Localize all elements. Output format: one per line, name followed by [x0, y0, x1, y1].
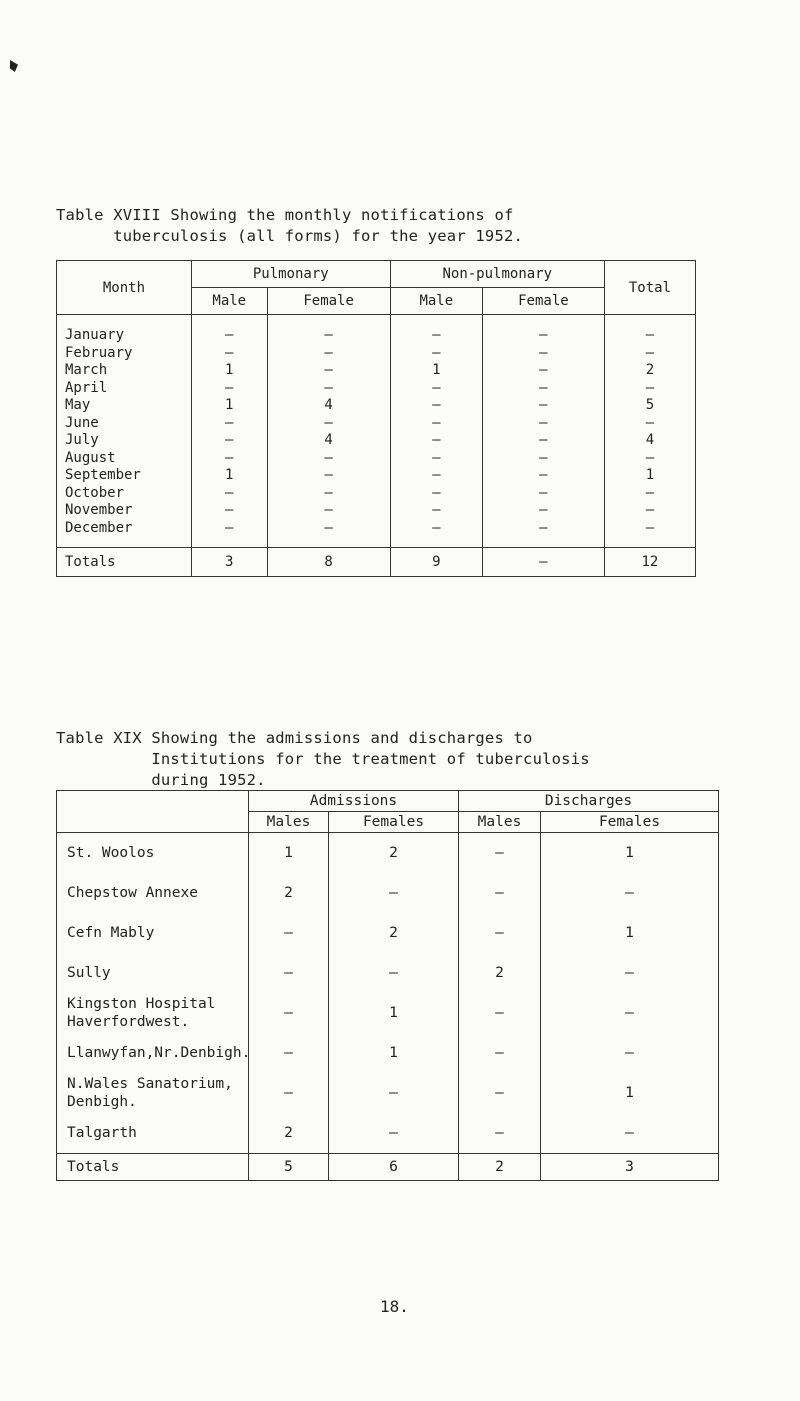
admissions-females-cell: –	[329, 1073, 459, 1113]
table-row	[57, 432, 696, 450]
totals-label: Totals	[57, 1154, 249, 1181]
pulmonary-female-cell: –	[267, 485, 390, 503]
header-admissions: Admissions	[249, 791, 459, 812]
non-pulmonary-female-cell: –	[482, 450, 604, 468]
header-discharges-females: Females	[541, 812, 719, 833]
total-cell: –	[604, 485, 695, 503]
header-month: Month	[57, 261, 192, 315]
totals-total: 12	[604, 548, 695, 577]
discharges-females-cell: –	[541, 873, 719, 913]
table-row	[57, 380, 696, 398]
pulmonary-female-cell: –	[267, 415, 390, 433]
admissions-males-cell: 1	[249, 833, 329, 874]
totals-pulmonary-male: 3	[191, 548, 267, 577]
non-pulmonary-male-cell: –	[390, 485, 482, 503]
header-pulmonary: Pulmonary	[191, 261, 390, 288]
month-cell: April	[57, 380, 192, 398]
pulmonary-male-cell: –	[191, 432, 267, 450]
institution-cell: St. Woolos	[57, 833, 249, 874]
totals-admissions-males: 5	[249, 1154, 329, 1181]
table-row	[57, 913, 719, 953]
institution-cell: Talgarth	[57, 1113, 249, 1154]
table-18-totals-row	[57, 548, 696, 577]
discharges-males-cell: –	[459, 1033, 541, 1073]
institution-cell: Sully	[57, 953, 249, 993]
non-pulmonary-female-cell: –	[482, 467, 604, 485]
month-cell: May	[57, 397, 192, 415]
discharges-males-cell: –	[459, 993, 541, 1033]
table-row	[57, 1073, 719, 1113]
total-cell: –	[604, 520, 695, 548]
table-row	[57, 467, 696, 485]
institution-cell: N.Wales Sanatorium, Denbigh.	[57, 1073, 249, 1113]
pulmonary-male-cell: –	[191, 345, 267, 363]
header-discharges: Discharges	[459, 791, 719, 812]
non-pulmonary-male-cell: –	[390, 397, 482, 415]
totals-pulmonary-female: 8	[267, 548, 390, 577]
institution-cell: Chepstow Annexe	[57, 873, 249, 913]
admissions-males-cell: –	[249, 953, 329, 993]
month-cell: November	[57, 502, 192, 520]
discharges-males-cell: –	[459, 913, 541, 953]
total-cell: –	[604, 380, 695, 398]
header-non-pulmonary: Non-pulmonary	[390, 261, 604, 288]
non-pulmonary-male-cell: –	[390, 502, 482, 520]
non-pulmonary-female-cell: –	[482, 345, 604, 363]
pulmonary-male-cell: –	[191, 485, 267, 503]
non-pulmonary-male-cell: –	[390, 380, 482, 398]
monthly-notifications-table	[56, 260, 696, 577]
institution-cell: Llanwyfan,Nr.Denbigh.	[57, 1033, 249, 1073]
admissions-males-cell: –	[249, 1033, 329, 1073]
discharges-females-cell: –	[541, 1033, 719, 1073]
admissions-females-cell: 1	[329, 993, 459, 1033]
discharges-males-cell: –	[459, 833, 541, 874]
header-non-pulmonary-male: Male	[390, 288, 482, 315]
month-cell: January	[57, 315, 192, 345]
discharges-females-cell: –	[541, 953, 719, 993]
pulmonary-male-cell: 1	[191, 362, 267, 380]
institution-cell: Kingston Hospital Haverfordwest.	[57, 993, 249, 1033]
month-cell: September	[57, 467, 192, 485]
discharges-males-cell: 2	[459, 953, 541, 993]
table-row	[57, 315, 696, 345]
pulmonary-female-cell: –	[267, 380, 390, 398]
table-row	[57, 1113, 719, 1154]
non-pulmonary-female-cell: –	[482, 397, 604, 415]
non-pulmonary-female-cell: –	[482, 432, 604, 450]
total-cell: –	[604, 345, 695, 363]
pulmonary-female-cell: 4	[267, 432, 390, 450]
pulmonary-female-cell: –	[267, 315, 390, 345]
table-19-totals-row	[57, 1154, 719, 1181]
pulmonary-male-cell: 1	[191, 467, 267, 485]
table-row	[57, 362, 696, 380]
pulmonary-male-cell: –	[191, 520, 267, 548]
pulmonary-female-cell: –	[267, 345, 390, 363]
admissions-females-cell: 2	[329, 913, 459, 953]
non-pulmonary-female-cell: –	[482, 362, 604, 380]
table-row	[57, 397, 696, 415]
discharges-females-cell: –	[541, 1113, 719, 1154]
table-row	[57, 520, 696, 548]
admissions-females-cell: 2	[329, 833, 459, 874]
non-pulmonary-female-cell: –	[482, 380, 604, 398]
admissions-males-cell: 2	[249, 1113, 329, 1154]
pulmonary-male-cell: –	[191, 415, 267, 433]
totals-discharges-females: 3	[541, 1154, 719, 1181]
total-cell: 2	[604, 362, 695, 380]
admissions-males-cell: –	[249, 993, 329, 1033]
discharges-males-cell: –	[459, 1073, 541, 1113]
non-pulmonary-male-cell: –	[390, 520, 482, 548]
admissions-discharges-table	[56, 790, 719, 1181]
header-total: Total	[604, 261, 695, 315]
admissions-females-cell: –	[329, 873, 459, 913]
month-cell: March	[57, 362, 192, 380]
header-institution-blank	[57, 791, 249, 833]
admissions-females-cell: –	[329, 953, 459, 993]
totals-label: Totals	[57, 548, 192, 577]
non-pulmonary-female-cell: –	[482, 485, 604, 503]
non-pulmonary-female-cell: –	[482, 520, 604, 548]
month-cell: December	[57, 520, 192, 548]
discharges-males-cell: –	[459, 873, 541, 913]
header-admissions-females: Females	[329, 812, 459, 833]
totals-non-pulmonary-female: –	[482, 548, 604, 577]
pulmonary-female-cell: –	[267, 520, 390, 548]
table-row	[57, 502, 696, 520]
pulmonary-male-cell: 1	[191, 397, 267, 415]
admissions-males-cell: 2	[249, 873, 329, 913]
pulmonary-female-cell: –	[267, 362, 390, 380]
non-pulmonary-male-cell: 1	[390, 362, 482, 380]
total-cell: –	[604, 415, 695, 433]
table-18-caption: Table XVIII Showing the monthly notifications of tuberculosis (all forms) for the year 1952.	[56, 206, 524, 245]
discharges-males-cell: –	[459, 1113, 541, 1154]
non-pulmonary-female-cell: –	[482, 315, 604, 345]
pulmonary-female-cell: –	[267, 450, 390, 468]
totals-admissions-females: 6	[329, 1154, 459, 1181]
pulmonary-male-cell: –	[191, 502, 267, 520]
margin-mark	[10, 60, 18, 72]
table-row	[57, 953, 719, 993]
total-cell: 1	[604, 467, 695, 485]
month-cell: October	[57, 485, 192, 503]
table-row	[57, 450, 696, 468]
non-pulmonary-male-cell: –	[390, 432, 482, 450]
discharges-females-cell: –	[541, 993, 719, 1033]
table-row	[57, 993, 719, 1033]
non-pulmonary-male-cell: –	[390, 415, 482, 433]
admissions-females-cell: –	[329, 1113, 459, 1154]
month-cell: July	[57, 432, 192, 450]
total-cell: –	[604, 502, 695, 520]
institution-cell: Cefn Mably	[57, 913, 249, 953]
totals-non-pulmonary-male: 9	[390, 548, 482, 577]
admissions-males-cell: –	[249, 913, 329, 953]
non-pulmonary-male-cell: –	[390, 450, 482, 468]
pulmonary-female-cell: –	[267, 467, 390, 485]
pulmonary-male-cell: –	[191, 315, 267, 345]
non-pulmonary-male-cell: –	[390, 315, 482, 345]
header-discharges-males: Males	[459, 812, 541, 833]
non-pulmonary-female-cell: –	[482, 502, 604, 520]
non-pulmonary-male-cell: –	[390, 345, 482, 363]
admissions-males-cell: –	[249, 1073, 329, 1113]
table-row	[57, 415, 696, 433]
total-cell: 5	[604, 397, 695, 415]
pulmonary-female-cell: 4	[267, 397, 390, 415]
total-cell: –	[604, 450, 695, 468]
total-cell: 4	[604, 432, 695, 450]
pulmonary-male-cell: –	[191, 380, 267, 398]
month-cell: February	[57, 345, 192, 363]
discharges-females-cell: 1	[541, 913, 719, 953]
table-row	[57, 1033, 719, 1073]
table-row	[57, 345, 696, 363]
month-cell: June	[57, 415, 192, 433]
totals-discharges-males: 2	[459, 1154, 541, 1181]
non-pulmonary-male-cell: –	[390, 467, 482, 485]
header-pulmonary-female: Female	[267, 288, 390, 315]
pulmonary-male-cell: –	[191, 450, 267, 468]
discharges-females-cell: 1	[541, 833, 719, 874]
header-non-pulmonary-female: Female	[482, 288, 604, 315]
non-pulmonary-female-cell: –	[482, 415, 604, 433]
admissions-females-cell: 1	[329, 1033, 459, 1073]
table-row	[57, 833, 719, 874]
discharges-females-cell: 1	[541, 1073, 719, 1113]
table-19-caption: Table XIX Showing the admissions and discharges to Institutions for the treatment of tuberculosis during 1952.	[56, 729, 590, 789]
month-cell: August	[57, 450, 192, 468]
page-number: 18.	[380, 1297, 409, 1316]
table-row	[57, 873, 719, 913]
header-admissions-males: Males	[249, 812, 329, 833]
pulmonary-female-cell: –	[267, 502, 390, 520]
table-row	[57, 485, 696, 503]
header-pulmonary-male: Male	[191, 288, 267, 315]
total-cell: –	[604, 315, 695, 345]
